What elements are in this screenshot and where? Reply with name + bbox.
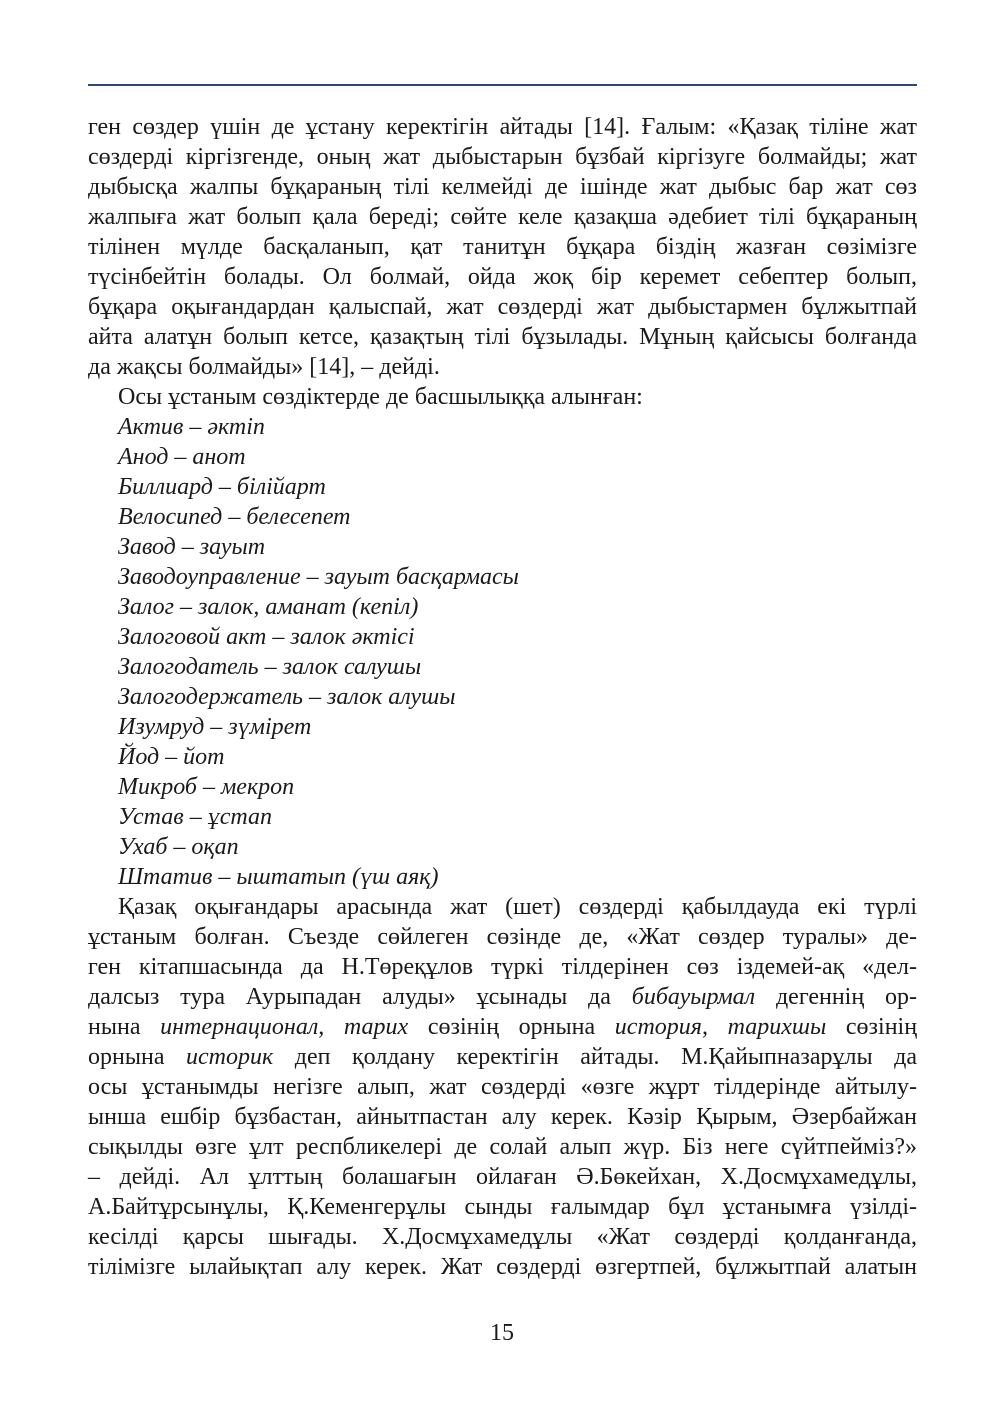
text-line: Қазақ оқығандары арасында жат (шет) сөздерді қабылдауда екі түрлі [118,894,917,920]
text-line: тілімізге ылайықтап алу керек. Жат сөздерді өзгертпей, бұлжытпай алатын [88,1254,917,1280]
term-item: Заводоуправление – зауыт басқармасы [118,564,519,590]
italic-term: история, тарихшы [614,1014,827,1040]
term-item: Залог – залок, аманат (кепіл) [118,594,419,620]
term-item: Анод – анот [118,444,246,470]
text-line: ынша ешбір бұзбастан, айнытпастан алу керек. Кәзір Қырым, Әзербайжан [88,1104,917,1130]
text-span: далсыз тура Аурыпадан алуды» ұсынады да [88,984,611,1010]
text-span: деп қолдану керектігін айтады. М.Қайыпназарұлы да [294,1044,918,1070]
text-line: ген кітапшасында да Н.Төреқұлов түркі тілдерінен сөз іздемей-ақ «дел- [88,954,917,980]
text-line: түсінбейтін болады. Ол болмай, ойда жоқ бір керемет себептер болып, [88,264,917,290]
text-line: жалпыға жат болып қала береді; сөйте келе қазақша әдебиет тілі бұқараның [88,204,917,230]
page-number: 15 [490,1320,514,1346]
paragraph-discussion [88,892,917,1282]
text-line: ұстаным болған. Съезде сөйлеген сөзінде де, «Жат сөздер туралы» де- [88,924,917,950]
text-line: бұқара оқығандардан қалыспай, жат сөздерді жат дыбыстармен бұлжытпай [88,294,917,320]
term-item: Изумруд – зүмірет [118,714,312,740]
text-line: кесілді қарсы шығады. Х.Досмұхамедұлы «Жат сөздерді қолданғанда, [88,1224,917,1250]
text-line [88,982,917,1012]
header-rule [88,84,917,86]
text-line: – дейді. Ал ұлттың болашағын ойлаған Ә.Бөкейхан, Х.Досмұхамедұлы, [88,1164,917,1190]
text-line: А.Байтұрсынұлы, Қ.Кеменгерұлы сынды ғалымдар бұл ұстанымға үзілді- [88,1194,917,1220]
text-line: ген сөздер үшін де ұстану керектігін айтады [14]. Ғалым: «Қазақ тіліне жат [88,114,917,140]
term-item: Залогодержатель – залок алушы [118,684,456,710]
text-span: нына [88,1014,141,1040]
term-item: Биллиард – білійарт [118,474,326,500]
term-item: Йод – йот [118,744,225,770]
term-item: Залоговой акт – залок әктісі [118,624,415,650]
paragraph-quote [88,112,917,382]
text-line [88,1012,917,1042]
text-span: орнына [88,1044,165,1070]
term-item: Велосипед – белесепет [118,504,351,530]
term-list [88,412,917,892]
text-line: дыбысқа жалпы бұқараның тілі келмейді де ішінде жат дыбыс бар жат сөз [88,174,917,200]
text-span: сөзінің орнына [427,1014,596,1040]
italic-term: интернационал, тарих [160,1014,409,1040]
page-body [88,112,917,1282]
term-item: Завод – зауыт [118,534,266,560]
term-item: Устав – ұстап [118,804,272,830]
italic-term: историк [186,1044,274,1070]
text-line: тілінен мүлде басқаланып, қат танитұн бұқара біздің жазған сөзімізге [88,234,917,260]
paragraph-intro: Осы ұстаным сөздіктерде де басшылыққа алынған: [118,384,643,410]
term-item: Актив – әктіп [118,414,265,440]
term-item: Микроб – мекроп [118,774,295,800]
text-line: сықылды өзге ұлт респбликелері де солай алып жүр. Біз неге сүйтпейміз?» [88,1134,917,1160]
text-line: осы ұстанымды негізге алып, жат сөздерді «өзге жұрт тілдерінде айтылу- [88,1074,917,1100]
text-line: айта алатұн болып кетсе, қазақтың тілі бұзылады. Мұның қайсысы болғанда [88,324,917,350]
text-span: дегеннің ор- [775,984,918,1010]
text-line: да жақсы болмайды» [14], – дейді. [88,354,440,380]
text-line: сөздерді кіргізгенде, оның жат дыбыстарын бұзбай кіргізуге болмайды; жат [88,144,917,170]
term-item: Залогодатель – залок салушы [118,654,422,680]
text-line [88,1042,917,1072]
text-span: сөзінің [845,1014,918,1040]
italic-term: бибауырмал [631,984,756,1010]
term-item: Ухаб – оқап [118,834,239,860]
term-item: Штатив – ыштатып (үш аяқ) [118,864,439,890]
